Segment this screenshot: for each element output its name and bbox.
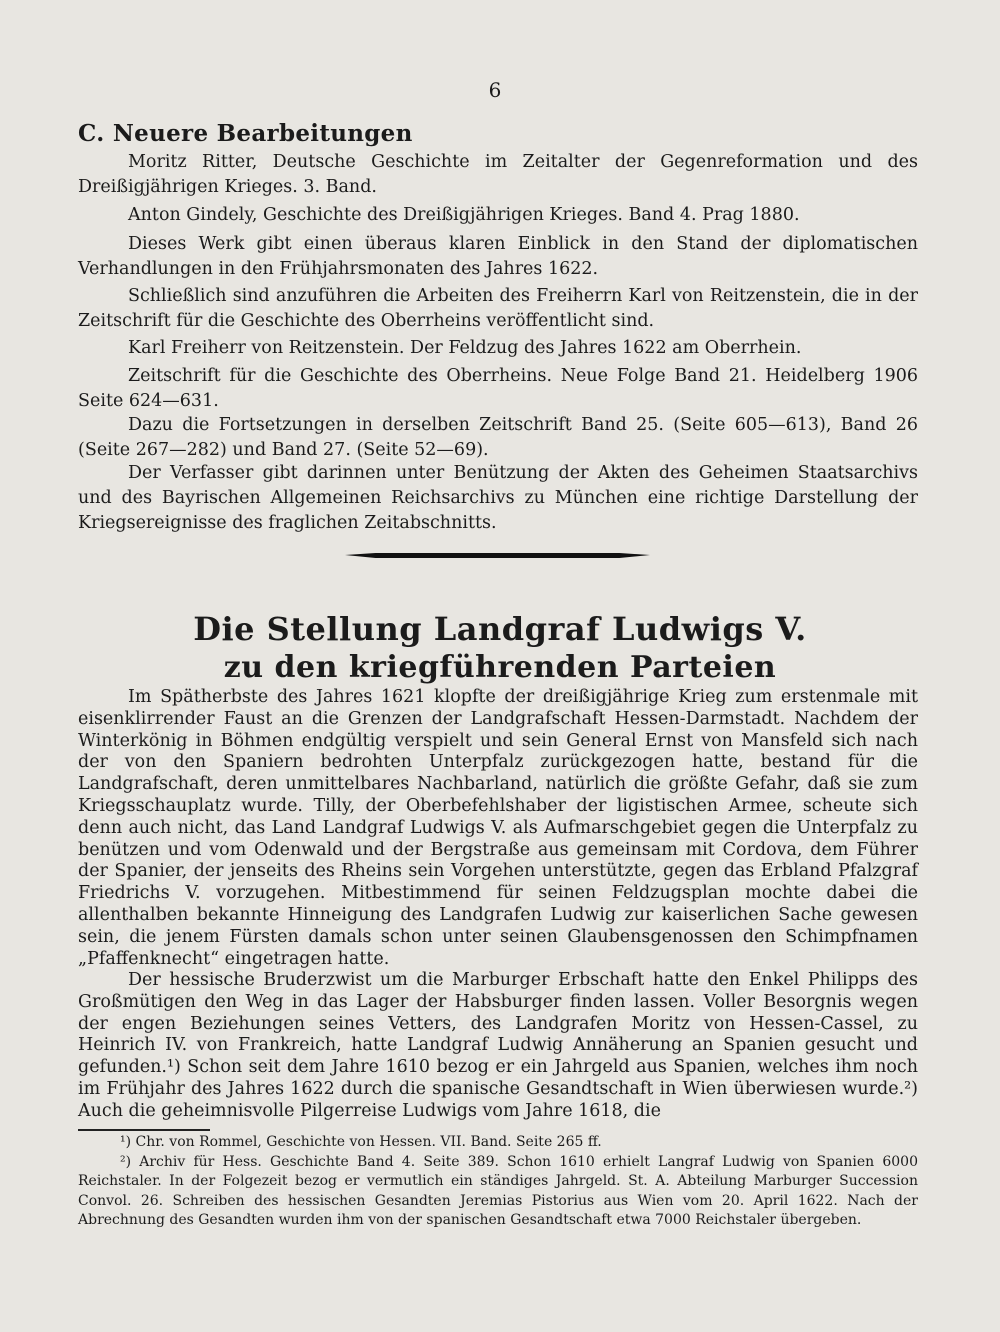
footnote-rule (78, 1129, 210, 1131)
bibliography-entry: Zeitschrift für die Geschichte des Oberrheins. Neue Folge Band 21. Heidelberg 1906 Seite 624—631. (78, 366, 918, 411)
footnote: ¹) Chr. von Rommel, Geschichte von Hessen. VII. Band. Seite 265 ff. (120, 1134, 602, 1150)
bibliography-note: Dieses Werk gibt einen überaus klaren Einblick in den Stand der diplomatischen Verhandlungen in den Frühjahrsmonaten des Jahres 1622. (78, 234, 918, 279)
bibliography-entry: Karl Freiherr von Reitzenstein. Der Feldzug des Jahres 1622 am Oberrhein. (128, 338, 802, 358)
bibliography-note: Schließlich sind anzuführen die Arbeiten des Freiherrn Karl von Reitzenstein, die in der Zeitschrift für die Geschichte des Oberrheins veröffentlicht sind. (78, 286, 918, 331)
section-heading: C. Neuere Bearbeitungen (78, 120, 413, 147)
body-paragraph: Im Spätherbste des Jahres 1621 klopfte der dreißigjährige Krieg zum erstenmale mit eisenklirrender Faust an die Grenzen der Landgrafschaft Hessen-Darmstadt. Nachdem der Winterkönig in Böhmen endgültig verspielt und sein General Ernst von Mansfeld sich nach der von den Spaniern bedrohten Unterpfalz zurückgezogen hatte, bestand für die Landgrafschaft, deren unmittelbares Nachbarland, natürlich die größte Gefahr, daß sie zum Kriegsschauplatz wurde. Tilly, der Oberbefehlshaber der ligistischen Armee, scheute sich denn auch nicht, das Land Landgraf Ludwigs V. als Aufmarschgebiet gegen die Unterpfalz zu benützen und vom Odenwald und der Bergstraße aus gemeinsam mit Cordova, dem Führer der Spanier, der jenseits des Rheins sein Vorgehen unterstützte, gegen das Erbland Pfalzgraf Friedrichs V. vorzugehen. Mitbestimmend für seinen Feldzugsplan mochte dabei die allenthalben bekannte Hinneigung des Landgrafen Ludwig zur kaiserlichen Sache gewesen sein, die jenem Fürsten damals schon unter seinen Glaubensgenossen den Schimpfnamen „Pfaffenknecht“ eingetragen hatte. (78, 687, 918, 969)
chapter-subtitle: zu den kriegführenden Parteien (223, 650, 777, 685)
bibliography-entry: Moritz Ritter, Deutsche Geschichte im Zeitalter der Gegenreformation und des Dreißigjährigen Krieges. 3. Band. (78, 152, 918, 197)
body-paragraph: Der hessische Bruderzwist um die Marburger Erbschaft hatte den Enkel Philipps des Großmütigen den Weg in das Lager der Habsburger finden lassen. Voller Besorgnis wegen der engen Beziehungen seines Vetters, des Landgrafen Moritz von Hessen-Cassel, zu Heinrich IV. von Frankreich, hatte Landgraf Ludwig Annäherung an Spanien gesucht und gefunden.¹) Schon seit dem Jahre 1610 bezog er ein Jahrgeld aus Spanien, welches ihm noch im Frühjahr des Jahres 1622 durch die spanische Gesandtschaft in Wien überwiesen wurde.²) Auch die geheimnisvolle Pilgerreise Ludwigs vom Jahre 1618, die (78, 970, 918, 1121)
chapter-title: Die Stellung Landgraf Ludwigs V. (193, 610, 807, 648)
footnote: ²) Archiv für Hess. Geschichte Band 4. Seite 389. Schon 1610 erhielt Langraf Ludwig von Spanien 6000 Reichstaler. In der Folgezeit bezog er vermutlich ein ständiges Jahrgeld. St. A. Abteilung Marburger Succession Convol. 26. Schreiben des hessischen Gesandten Jeremias Pistorius aus Wien vom 20. April 1622. Nach der Abrechnung des Gesandten wurden ihm von der spanischen Gesandtschaft etwa 7000 Reichstaler übergeben. (78, 1153, 918, 1228)
section-divider (345, 553, 650, 558)
footnotes (78, 1133, 918, 1231)
bibliography-entry: Dazu die Fortsetzungen in derselben Zeitschrift Band 25. (Seite 605—613), Band 26 (Seite 267—282) und Band 27. (Seite 52—69). (78, 415, 918, 460)
bibliography-entry: Anton Gindely, Geschichte des Dreißigjährigen Krieges. Band 4. Prag 1880. (128, 205, 800, 225)
page-number: 6 (488, 78, 502, 102)
bibliography-note: Der Verfasser gibt darinnen unter Benützung der Akten des Geheimen Staatsarchivs und des Bayrischen Allgemeinen Reichsarchivs zu München eine richtige Darstellung der Kriegsereignisse des fraglichen Zeitabschnitts. (78, 463, 918, 533)
